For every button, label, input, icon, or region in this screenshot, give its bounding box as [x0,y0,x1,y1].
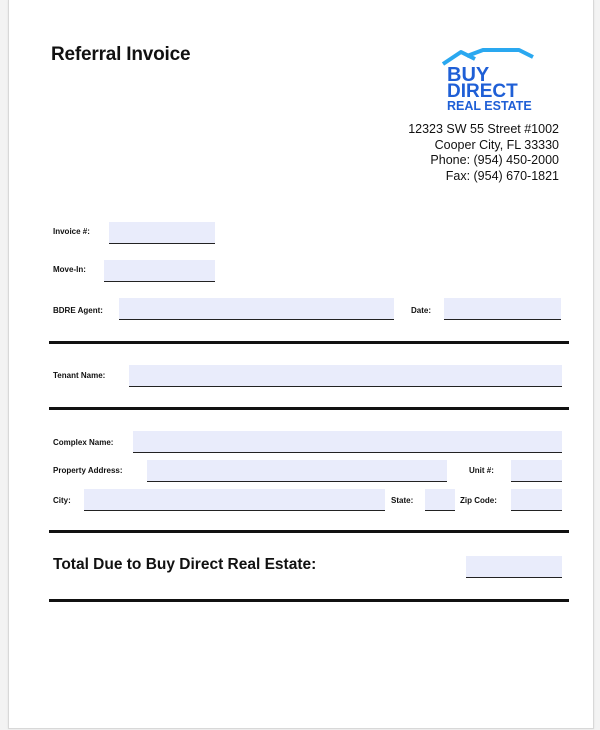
total-due-field[interactable] [466,556,562,578]
move-in-field[interactable] [104,260,215,282]
section-divider-3 [49,530,569,533]
company-logo [437,48,561,114]
logo-line-3: REAL ESTATE [447,99,532,113]
property-address-label: Property Address: [53,466,123,475]
complex-name-field[interactable] [133,431,562,453]
tenant-name-label: Tenant Name: [53,371,106,380]
property-address-field[interactable] [147,460,447,482]
tenant-name-field[interactable] [129,365,562,387]
address-phone: Phone: (954) 450-2000 [430,153,559,167]
section-divider-1 [49,341,569,344]
unit-field[interactable] [511,460,562,482]
logo-line-1: BUY [447,64,490,86]
address-fax: Fax: (954) 670-1821 [445,168,559,183]
state-field[interactable] [425,489,455,511]
address-street: 12323 SW 55 Street #1002 [408,122,559,136]
invoice-number-label: Invoice #: [53,227,90,236]
agent-label: BDRE Agent: [53,306,103,315]
agent-field[interactable] [119,298,394,320]
address-city: Cooper City, FL 33330 [434,137,559,152]
state-label: State: [391,496,414,505]
document-title: Referral Invoice [51,44,191,65]
move-in-label: Move-In: [53,265,86,274]
section-divider-2 [49,407,569,410]
city-field[interactable] [84,489,385,511]
total-due-label: Total Due to Buy Direct Real Estate: [53,556,317,573]
invoice-page [8,0,594,729]
section-divider-4 [49,599,569,602]
complex-name-label: Complex Name: [53,438,114,447]
logo-line-2: DIRECT [447,81,518,102]
city-label: City: [53,496,71,505]
zip-code-label: Zip Code: [460,496,497,505]
zip-code-field[interactable] [511,489,562,511]
date-label: Date: [411,306,432,315]
date-field[interactable] [444,298,561,320]
invoice-number-field[interactable] [109,222,215,244]
unit-label: Unit #: [469,466,494,475]
company-address [408,122,559,184]
